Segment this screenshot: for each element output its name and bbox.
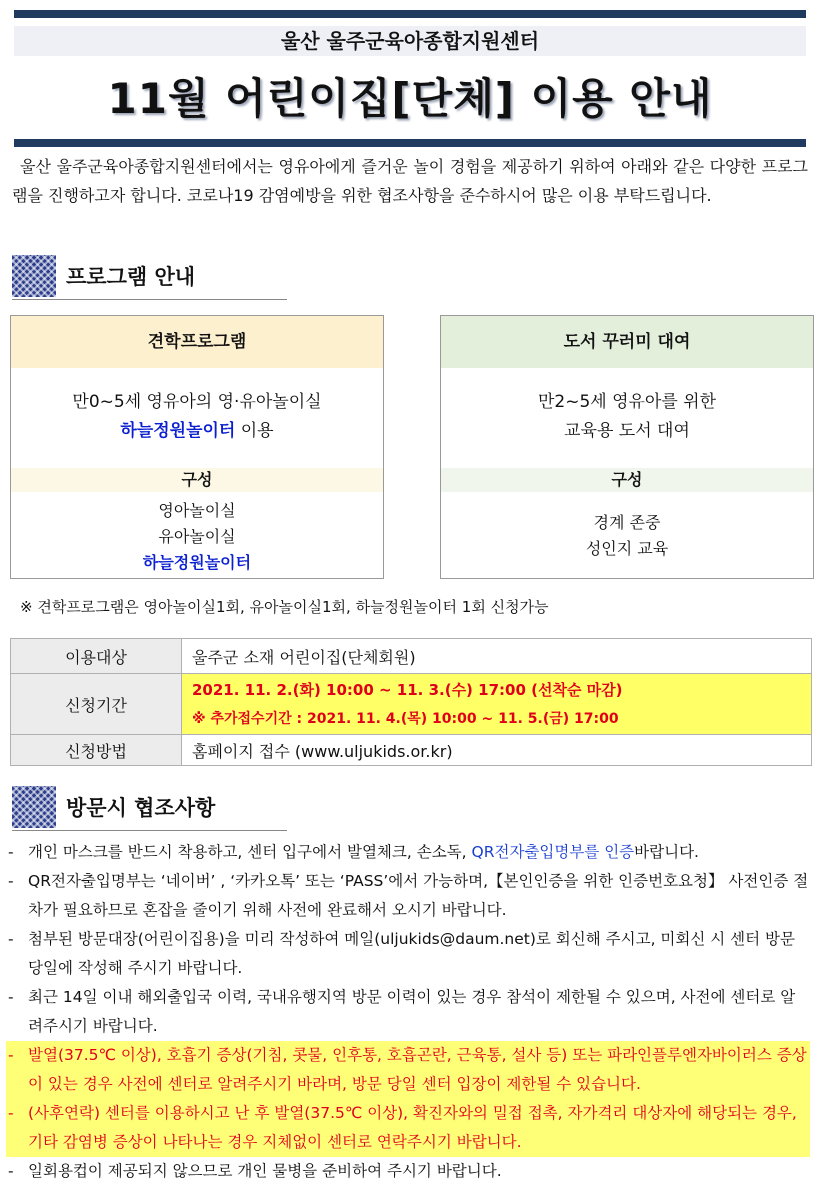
bullet-dash: - [8,1104,14,1122]
tour-desc-line1: 만0~5세 영유아의 영·유아놀이실 [72,392,322,412]
bullet-dash: - [8,843,14,861]
symptom-guideline-text: 발열(37.5℃ 이상), 호흡기 증상(기침, 콧물, 인후통, 호흡곤란, 근육통, 설사 등) 또는 파라인플루엔자바이러스 증상이 있는 경우 사전에 센터로 알려주시기 바라며, 방문 당일 센터 입장이 제한될 수 있습니다. [28,1046,807,1093]
book-composition-header: 구성 [441,468,813,492]
period-value [182,674,812,735]
method-value: 홈페이지 접수 (www.uljukids.or.kr) [182,735,812,766]
tour-desc-suffix: 이용 [235,421,274,441]
tour-item-sky-garden: 하늘정원놀이터 [142,553,252,572]
list-item [6,983,810,1041]
book-desc-line1: 만2~5세 영유아를 위한 [537,392,717,412]
target-label: 이용대상 [11,639,182,674]
page-title: 11월 어린이집[단체] 이용 안내 [107,74,713,123]
bullet-dash: - [8,1162,14,1180]
table-row [11,735,812,766]
book-item-gender-education: 성인지 교육 [585,539,669,558]
tour-item-infant-room: 영아놀이실 [158,501,236,520]
bullet-dash: - [8,988,14,1006]
list-item [6,1099,810,1157]
post-visit-guideline-text: (사후연락) 센터를 이용하시고 난 후 발열(37.5℃ 이상), 확진자와의 밀접 접촉, 자가격리 대상자에 해당되는 경우, 기타 감염병 증상이 나타나는 경우 지체없이 센터로 연락주시기 바랍니다. [28,1104,797,1151]
visit-guidelines-list [6,838,810,1186]
mask-guideline-suffix: 바랍니다. [634,843,699,861]
book-desc-line2: 교육용 도서 대여 [564,421,690,441]
table-row [11,674,812,735]
tour-desc-line2 [11,417,383,446]
book-rental-card [440,315,814,579]
tour-program-description [11,388,383,446]
program-section-header [12,255,287,300]
program-section-title: 프로그램 안내 [66,265,196,289]
bullet-dash: - [8,1046,14,1064]
method-label: 신청방법 [11,735,182,766]
section-pattern-icon [12,786,56,828]
intro-paragraph: 울산 울주군육아종합지원센터에서는 영유아에게 즐거운 놀이 경험을 제공하기 위하여 아래와 같은 다양한 프로그램을 진행하고자 합니다. 코로나19 감염예방을 위한 협조사항을 준수하시어 많은 이용 부탁드립니다. [12,157,808,205]
visit-section-title: 방문시 협조사항 [66,796,216,820]
tour-item-toddler-room: 유아놀이실 [158,527,236,546]
bullet-dash: - [8,872,14,890]
visit-section-header [12,786,287,831]
mask-guideline-text: 개인 마스크를 반드시 착용하고, 센터 입구에서 발열체크, 손소독, [28,843,472,861]
section-pattern-icon [12,255,56,297]
book-item-boundary: 경계 존중 [593,513,661,532]
qr-auth-text: QR전자출입명부를 인증 [471,843,635,861]
visit-log-guideline-text: 첨부된 방문대장(어린이집용)을 미리 작성하여 메일(uljukids@daum.net)로 회신해 주시고, 미회신 시 센터 방문 당일에 작성해 주시기 바랍니다. [28,930,795,977]
period-extra: ※ 추가접수기간 : 2021. 11. 4.(목) 10:00 ~ 11. 5.(금) 17:00 [192,711,619,727]
tour-composition-header: 구성 [11,468,383,492]
period-label: 신청기간 [11,674,182,735]
period-main: 2021. 11. 2.(화) 10:00 ~ 11. 3.(수) 17:00 (선착순 마감) [192,681,623,699]
top-rule [14,10,806,18]
center-name-banner: 울산 울주군육아종합지원센터 [14,26,806,56]
target-value: 울주군 소재 어린이집(단체회원) [182,639,812,674]
list-item [6,867,810,925]
book-composition-list [441,510,813,562]
list-item [6,925,810,983]
travel-history-guideline-text: 최근 14일 이내 해외출입국 이력, 국내유행지역 방문 이력이 있는 경우 참석이 제한될 수 있으며, 사전에 센터로 알려주시기 바랍니다. [28,988,796,1035]
tour-program-card [10,315,384,579]
tour-program-title: 견학프로그램 [11,316,383,368]
list-item [6,1041,810,1099]
tour-composition-list [11,498,383,576]
title-bottom-rule [14,139,806,147]
list-item [6,1157,810,1186]
sky-garden-playground-text: 하늘정원놀이터 [120,421,236,441]
bullet-dash: - [8,930,14,948]
list-item [6,838,810,867]
water-bottle-guideline-text: 일회용컵이 제공되지 않으므로 개인 물병을 준비하여 주시기 바랍니다. [28,1162,502,1180]
book-rental-title: 도서 꾸러미 대여 [441,316,813,368]
application-info-table [10,638,812,766]
table-row [11,639,812,674]
tour-program-note: ※ 견학프로그램은 영아놀이실1회, 유아놀이실1회, 하늘정원놀이터 1회 신청가능 [20,598,549,616]
qr-guideline-text: QR전자출입명부는 ‘네이버’ , ‘카카오톡’ 또는 ‘PASS’에서 가능하며,【본인인증을 위한 인증번호요청】 사전인증 절차가 필요하므로 혼잡을 줄이기 위해 사전에 완료해서 오시기 바랍니다. [28,872,809,919]
book-rental-description [441,388,813,446]
